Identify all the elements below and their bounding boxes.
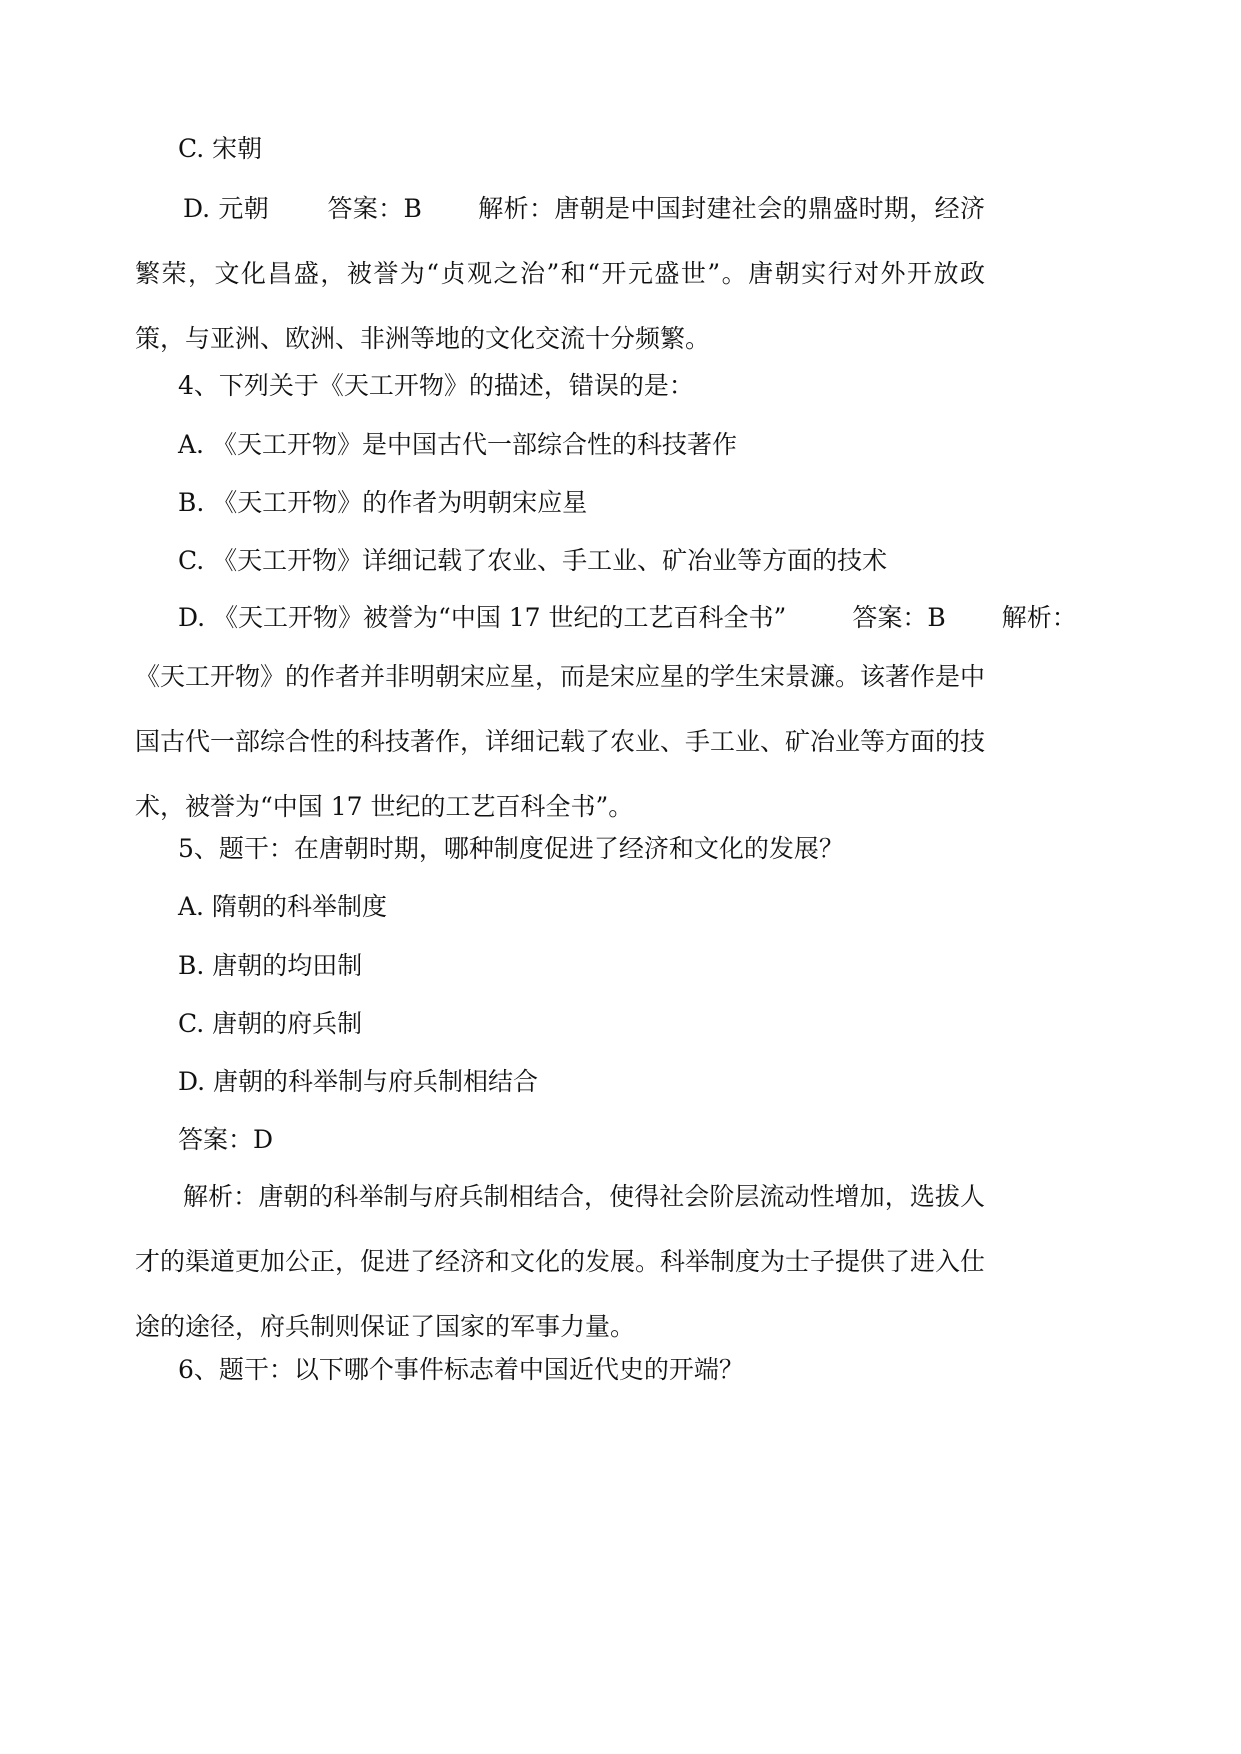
q4-explanation: 《天工开物》的作者并非明朝宋应星，而是宋应星的学生宋景濂。该著作是中国古代一部综合性的科技著作，详细记载了农业、手工业、矿冶业等方面的技术，被誉为“中国 17 世纪的工艺百科全书”。 <box>135 662 986 821</box>
q3-answer: 答案：B <box>327 194 422 223</box>
q3-answer-block <box>135 176 985 371</box>
q5-explanation: 解析：唐朝的科举制与府兵制相结合，使得社会阶层流动性增加，选拔人才的渠道更加公正，促进了经济和文化的发展。科举制度为士子提供了进入仕途的途径，府兵制则保证了国家的军事力量。 <box>135 1182 986 1341</box>
q3-option-c: C. 宋朝 <box>178 134 263 163</box>
q3-explanation: 解析：唐朝是中国封建社会的鼎盛时期，经济繁荣，文化昌盛，被誉为“贞观之治”和“开元盛世”。唐朝实行对外开放政策，与亚洲、欧洲、非洲等地的文化交流十分频繁。 <box>135 194 985 353</box>
q6-stem: 6、题干：以下哪个事件标志着中国近代史的开端？ <box>178 1355 744 1384</box>
q4-option-d: D. 《天工开物》被誉为“中国 17 世纪的工艺百科全书” <box>178 603 787 632</box>
q4-option-d-line <box>178 585 1118 650</box>
q4-option-c: C. 《天工开物》详细记载了农业、手工业、矿冶业等方面的技术 <box>178 546 888 575</box>
q4-explanation-label: 解析： <box>1001 603 1077 632</box>
q5-option-a: A. 隋朝的科举制度 <box>178 892 387 921</box>
q4-stem: 4、下列关于《天工开物》的描述，错误的是： <box>178 371 694 400</box>
q5-answer: 答案：D <box>178 1125 274 1154</box>
q4-answer: 答案：B <box>852 603 946 632</box>
q5-stem: 5、题干：在唐朝时期，哪种制度促进了经济和文化的发展？ <box>178 834 844 863</box>
q4-option-b: B. 《天工开物》的作者为明朝宋应星 <box>178 488 588 517</box>
q5-option-c: C. 唐朝的府兵制 <box>178 1009 363 1038</box>
q5-option-b: B. 唐朝的均田制 <box>178 951 363 980</box>
q4-option-a: A. 《天工开物》是中国古代一部综合性的科技著作 <box>178 430 737 459</box>
q5-option-d: D. 唐朝的科举制与府兵制相结合 <box>178 1067 539 1096</box>
q3-option-d: D. 元朝 <box>183 194 270 223</box>
